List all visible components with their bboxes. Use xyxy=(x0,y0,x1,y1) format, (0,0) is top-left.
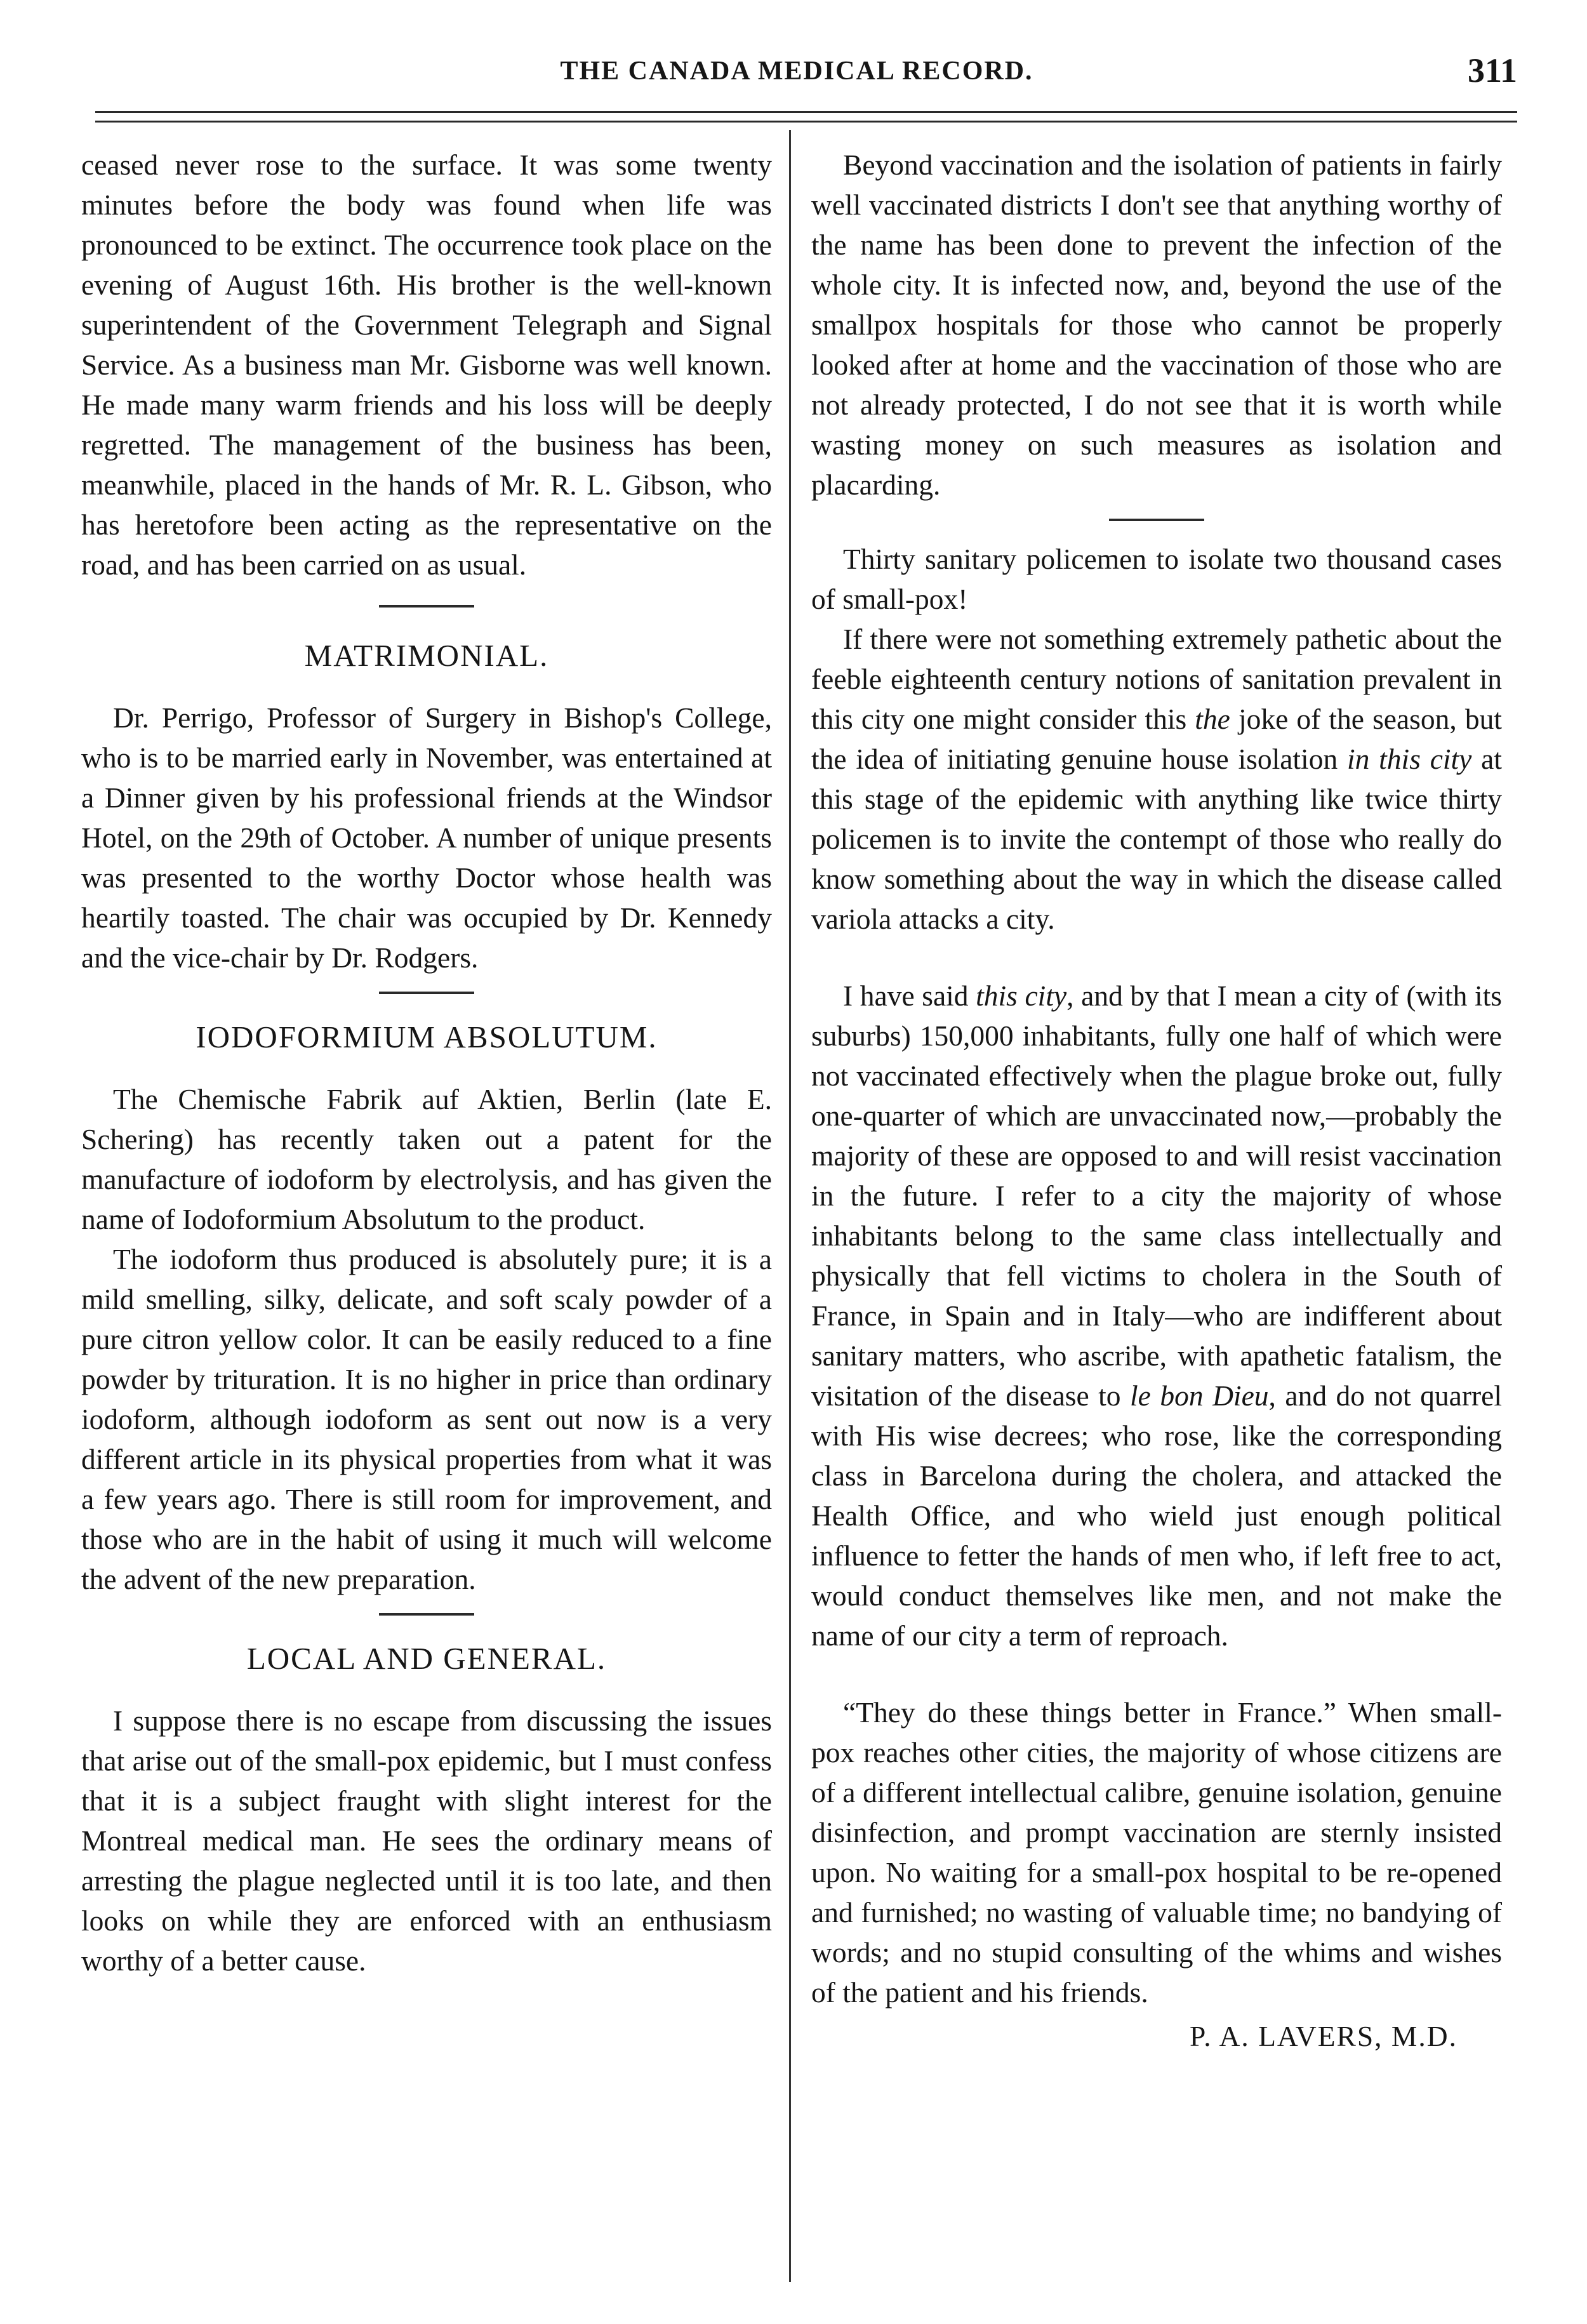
text-run: joke of the season, but the idea of initiating genuine house isolation xyxy=(811,703,1502,775)
running-head xyxy=(76,51,1517,102)
journal-title: THE CANADA MEDICAL RECORD. xyxy=(560,56,1033,86)
header-rule-top xyxy=(95,111,1517,113)
page-number: 311 xyxy=(1467,51,1517,90)
right-column xyxy=(811,145,1502,2056)
emphasis-in-this-city: in this city xyxy=(1346,743,1472,775)
iodoformium-heading: IODOFORMIUM ABSOLUTUM. xyxy=(196,1019,658,1054)
text-run: at this stage of the epidemic with anything like twice thirty policemen is to invite the contempt of those who really do know something about the way in which the disease called variola attacks a city. xyxy=(811,743,1502,935)
local-general-heading: LOCAL AND GENERAL. xyxy=(246,1641,607,1676)
local-general-paragraph: I suppose there is no escape from discussing the issues that arise out of the small-pox epidemic, but I must confess that it is a subject fraught with slight interest for the Montreal medical man. He sees the ordinary means of arresting the plague neglected until it is too late, and then looks on while they are enforced with an enthusiasm worthy of a better cause. xyxy=(81,1704,772,1977)
iodoformium-paragraph: The iodoform thus produced is absolutely pure; it is a mild smelling, silky, delicate, and soft scaly powder of a pure citron yellow color. It can be easily reduced to a fine powder by trituration. It is no higher in price than ordinary iodoform, although iodoform as sent out now is a very different article in its physical properties from what it was a few years ago. There is still room for improvement, and those who are in the habit of using it much will welcome the advent of the new preparation. xyxy=(81,1243,772,1595)
vaccination-paragraph: Beyond vaccination and the isolation of patients in fairly well vaccinated districts I don't see that anything worthy of the name has been done to prevent the infection of the whole city. It is infected now, and, beyond the use of the smallpox hospitals for those who cannot be properly looked after at home and the vaccination of those who are not already protected, I do not see that it is worth while wasting money on such measures as isolation and placarding. xyxy=(811,149,1502,501)
left-column xyxy=(81,145,772,1981)
policemen-paragraph: Thirty sanitary policemen to isolate two thousand cases of small-pox! xyxy=(811,543,1502,615)
matrimonial-paragraph: Dr. Perrigo, Professor of Surgery in Bishop's College, who is to be married early in November, was entertained at a Dinner given by his professional friends at the Windsor Hotel, on the 29th of October. A number of unique presents was presented to the worthy Doctor whose health was heartily toasted. The chair was occupied by Dr. Kennedy and the vice-chair by Dr. Rodgers. xyxy=(81,701,772,974)
section-separator xyxy=(379,1613,474,1616)
header-rule-bottom xyxy=(95,121,1517,123)
emphasis-le-bon-dieu: le bon Dieu xyxy=(1130,1379,1269,1412)
section-separator xyxy=(1109,519,1204,521)
section-separator xyxy=(379,992,474,994)
author-signature: P. A. LAVERS, M.D. xyxy=(1189,2020,1458,2052)
matrimonial-heading: MATRIMONIAL. xyxy=(304,638,549,673)
column-divider xyxy=(789,130,791,2282)
text-run: If there were not something extremely pathetic about the feeble eighteenth century notions of sanitation prevalent in this city one might consider this xyxy=(811,623,1502,735)
city-paragraph xyxy=(811,976,1502,1656)
sanitation-paragraph xyxy=(811,619,1502,939)
text-run: I have said xyxy=(843,979,976,1012)
france-paragraph: “They do these things better in France.” When small-pox reaches other cities, the majority of whose citizens are of a different intellectual calibre, genuine isolation, genuine disinfection, and prompt vaccination are sternly insisted upon. No waiting for a small-pox hospital to be re-opened and furnished; no wasting of valuable time; no bandying of words; and no stupid consulting of the whims and wishes of the patient and his friends. xyxy=(811,1696,1502,2009)
emphasis-the: the xyxy=(1195,703,1230,735)
obituary-paragraph: ceased never rose to the surface. It was some twenty minutes before the body was found when life was pronounced to be extinct. The occurrence took place on the evening of August 16th. His brother is the well-known superintendent of the Government Telegraph and Signal Service. As a business man Mr. Gisborne was well known. He made many warm friends and his loss will be deeply regretted. The management of the business has been, meanwhile, placed in the hands of Mr. R. L. Gibson, who has heretofore been acting as the representative on the road, and has been carried on as usual. xyxy=(81,149,772,581)
text-run: , and do not quarrel with His wise decrees; who rose, like the corresponding class in Barcelona during the cholera, and attacked the Health Office, and who wield just enough political influence to fetter the hands of men who, if left free to act, would conduct themselves like men, and not make the name of our city a term of reproach. xyxy=(811,1379,1502,1652)
section-separator xyxy=(379,605,474,608)
iodoformium-paragraph: The Chemische Fabrik auf Aktien, Berlin (late E. Schering) has recently taken out a patent for the manufacture of iodoform by electrolysis, and has given the name of Iodoformium Absolutum to the product. xyxy=(81,1083,772,1235)
text-run: , and by that I mean a city of (with its suburbs) 150,000 inhabitants, fully one half of which were not vaccinated effectively when the plague broke out, fully one-quarter of which are unvaccinated now,—probably the majority of these are opposed to and will resist vaccination in the future. I refer to a city the majority of whose inhabitants belong to the same class intellectually and physically that fell victims to cholera in the South of France, in Spain and in Italy—who are indifferent about sanitary matters, who ascribe, with apathetic fatalism, the visitation of the disease to xyxy=(811,979,1502,1412)
emphasis-this-city: this city xyxy=(976,979,1067,1012)
